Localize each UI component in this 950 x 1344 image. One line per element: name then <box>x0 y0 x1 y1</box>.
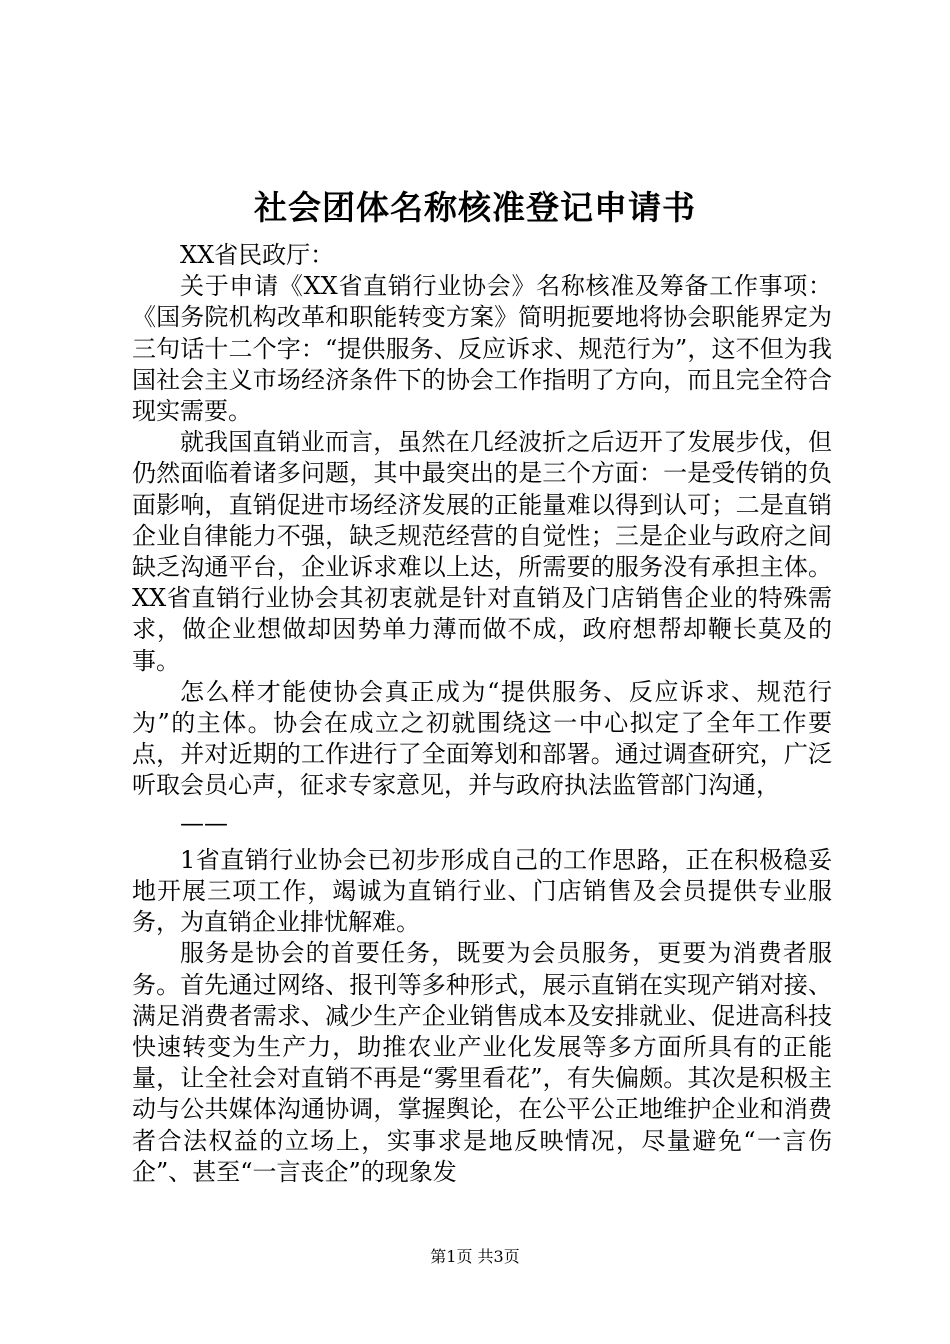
paragraph-5: 服务是协会的首要任务，既要为会员服务，更要为消费者服务。首先通过网络、报刊等多种形式，展示直销在实现产销对接、满足消费者需求、减少生产企业销售成本及安排就业、促进高科技快速转变为生产力，助推农业产业化发展等多方面所具有的正能量，让全社会对直销不再是“雾里看花”，有失偏颇。其次是积极主动与公共媒体沟通协调，掌握舆论，在公平公正地维护企业和消费者合法权益的立场上，实事求是地反映情况，尽量避免“一言伤企”、甚至“一言丧企”的现象发 <box>132 939 832 1186</box>
page-number-footer: 第1页 共3页 <box>430 1247 520 1266</box>
separator-dash: —— <box>180 808 228 837</box>
document-body <box>132 240 832 1188</box>
salutation: XX省民政厅： <box>180 241 335 269</box>
paragraph-2: 就我国直销业而言，虽然在几经波折之后迈开了发展步伐，但仍然面临着诸多问题，其中最突出的是三个方面：一是受传销的负面影响，直销促进市场经济发展的正能量难以得到认可；二是直销企业自律能力不强，缺乏规范经营的自觉性；三是企业与政府之间缺乏沟通平台，企业诉求难以上达，所需要的服务没有承担主体。XX省直销行业协会其初衷就是针对直销及门店销售企业的特殊需求，做企业想做却因势单力薄而做不成，政府想帮却鞭长莫及的事。 <box>132 428 832 675</box>
document-title: 社会团体名称核准登记申请书 <box>254 188 696 227</box>
paragraph-1: 关于申请《XX省直销行业协会》名称核准及筹备工作事项：《国务院机构改革和职能转变方案》简明扼要地将协会职能界定为三句话十二个字：“提供服务、反应诉求、规范行为”，这不但为我国社会主义市场经济条件下的协会工作指明了方向，而且完全符合现实需要。 <box>132 272 832 426</box>
paragraph-4: 1省直销行业协会已初步形成自己的工作思路，正在积极稳妥地开展三项工作，竭诚为直销行业、门店销售及会员提供专业服务，为直销企业排忧解难。 <box>132 845 832 937</box>
paragraph-3: 怎么样才能使协会真正成为“提供服务、反应诉求、规范行为”的主体。协会在成立之初就围绕这一中心拟定了全年工作要点，并对近期的工作进行了全面筹划和部署。通过调查研究，广泛听取会员心声，征求专家意见，并与政府执法监管部门沟通， <box>132 677 832 800</box>
